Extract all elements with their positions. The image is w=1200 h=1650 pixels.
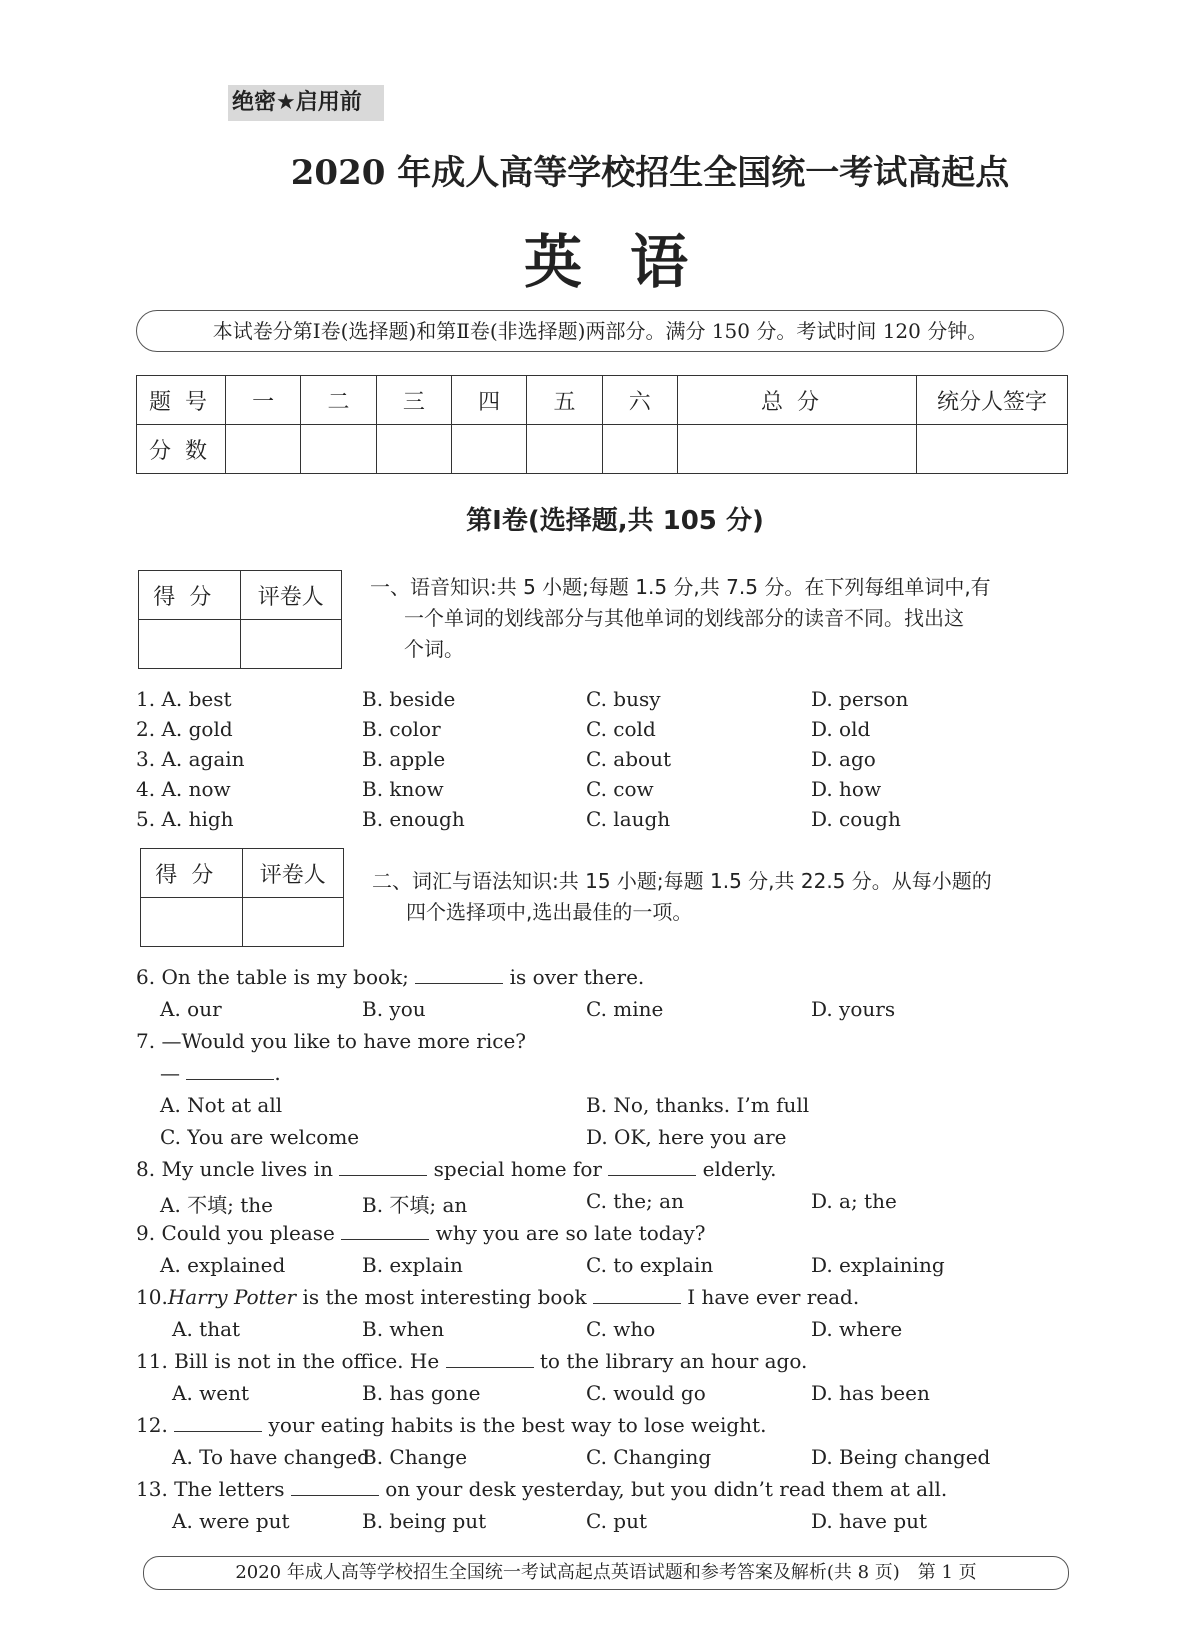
option-d: D. Being changed [811,1445,991,1469]
confidential-label: 绝密★启用前 [228,85,384,121]
stem-text: I have ever read. [687,1285,860,1309]
question-8-stem [136,1157,776,1181]
option-a: A. 不填; the [160,1193,274,1217]
exam-notice: 本试卷分第Ⅰ卷(选择题)和第Ⅱ卷(非选择题)两部分。满分 150 分。考试时间 120 分钟。 [136,310,1064,352]
stem-text: 9. Could you please [136,1221,335,1245]
option-c: C. Changing [586,1445,712,1469]
answer-blank [593,1285,681,1304]
answer-blank [174,1413,262,1432]
grader-reviewer-cell [240,620,342,669]
part-one-title: 第Ⅰ卷(选择题,共 105 分) [466,506,764,536]
option-c: C. about [586,747,671,771]
subject-title: 英语 [523,228,736,296]
score-cell [917,425,1068,474]
option-a: 3. A. again [136,747,245,771]
option-b: B. Change [362,1445,468,1469]
option-b: B. has gone [362,1381,481,1405]
stem-text: to the library an hour ago. [539,1349,808,1373]
answer-blank [446,1349,534,1368]
option-d: D. have put [811,1509,928,1533]
answer-blank [341,1221,429,1240]
option-a: A. went [172,1381,250,1405]
question-10-stem [136,1285,859,1309]
stem-text: . [274,1061,281,1085]
option-c: C. busy [586,687,661,711]
option-a: 5. A. high [136,807,234,831]
page-footer: 2020 年成人高等学校招生全国统一考试高起点英语试题和参考答案及解析(共 8 页) 第 1 页 [143,1556,1069,1590]
stem-text: your eating habits is the best way to lose weight. [268,1413,767,1437]
score-cell [451,425,526,474]
score-table-cell: 题号 [137,376,226,425]
grader-reviewer-label: 评卷人 [242,849,344,898]
book-title: Harry Potter [167,1285,297,1309]
option-c: C. would go [586,1381,706,1405]
stem-text: 8. My uncle lives in [136,1157,333,1181]
question-7-reply [160,1061,281,1085]
stem-text: special home for [433,1157,602,1181]
score-table-cell: 五 [527,376,602,425]
stem-text: elderly. [702,1157,777,1181]
option-a: 2. A. gold [136,717,233,741]
grader-reviewer-label: 评卷人 [240,571,342,620]
grader-score-label: 得分 [139,571,241,620]
option-c: C. cold [586,717,656,741]
answer-blank [608,1157,696,1176]
option-a: A. Not at all [160,1093,283,1117]
option-b: B. color [362,717,441,741]
score-table-cell: 分数 [137,425,226,474]
option-d: D. person [811,687,909,711]
heading-line: 二、词汇与语法知识:共 15 小题;每题 1.5 分,共 22.5 分。从每小题的 [372,869,992,893]
answer-blank [339,1157,427,1176]
heading-line: 个词。 [404,637,464,661]
option-b: B. 不填; an [362,1193,468,1217]
score-table-cell: 二 [301,376,376,425]
option-c: C. cow [586,777,654,801]
grader-score-label: 得分 [141,849,243,898]
option-c: C. You are welcome [160,1125,360,1149]
score-table [136,375,1068,474]
score-table-header-row [137,376,1068,425]
option-d: D. has been [811,1381,930,1405]
option-d: D. where [811,1317,903,1341]
option-d: D. ago [811,747,876,771]
option-a: A. were put [172,1509,290,1533]
option-d: D. cough [811,807,901,831]
score-cell [602,425,677,474]
option-d: D. a; the [811,1189,897,1213]
grader-box [140,848,344,947]
grader-reviewer-cell [242,898,344,947]
option-b: B. No, thanks. I’m full [586,1093,810,1117]
score-table-cell: 三 [376,376,451,425]
question-7-stem: 7. —Would you like to have more rice? [136,1029,527,1053]
score-table-cell: 统分人签字 [917,376,1068,425]
option-d: D. yours [811,997,896,1021]
option-c: C. the; an [586,1189,684,1213]
heading-line: 一、语音知识:共 5 小题;每题 1.5 分,共 7.5 分。在下列每组单词中,有 [370,575,991,599]
option-d: D. how [811,777,882,801]
stem-text: is the most interesting book [302,1285,587,1309]
score-table-cell: 总分 [677,376,916,425]
grader-score-cell [141,898,243,947]
score-table-cell: 四 [451,376,526,425]
option-c: C. to explain [586,1253,714,1277]
option-a: A. that [172,1317,241,1341]
section-one-heading [370,572,991,665]
score-table-score-row [137,425,1068,474]
option-b: B. explain [362,1253,463,1277]
option-a: 1. A. best [136,687,232,711]
stem-text: — [160,1061,180,1085]
option-a: A. explained [160,1253,286,1277]
exam-title: 2020 年成人高等学校招生全国统一考试高起点 [290,153,1010,193]
stem-text: 12. [136,1413,168,1437]
grader-box [138,570,342,669]
stem-text: 11. Bill is not in the office. He [136,1349,440,1373]
grader-score-cell [139,620,241,669]
option-b: B. enough [362,807,465,831]
option-c: C. who [586,1317,656,1341]
score-table-cell: 六 [602,376,677,425]
stem-text: why you are so late today? [435,1221,706,1245]
option-a: A. To have changed [172,1445,370,1469]
stem-text: 13. The letters [136,1477,285,1501]
option-c: C. mine [586,997,664,1021]
question-11-stem [136,1349,807,1373]
answer-blank [291,1477,379,1496]
option-b: B. you [362,997,426,1021]
question-9-stem [136,1221,706,1245]
score-cell [301,425,376,474]
option-b: B. beside [362,687,456,711]
option-d: D. OK, here you are [586,1125,787,1149]
option-b: B. know [362,777,444,801]
score-table-cell: 一 [226,376,301,425]
stem-text: 6. On the table is my book; [136,965,409,989]
answer-blank [415,965,503,984]
option-b: B. when [362,1317,445,1341]
option-a: A. our [160,997,222,1021]
option-c: C. put [586,1509,648,1533]
heading-line: 一个单词的划线部分与其他单词的划线部分的读音不同。找出这 [404,606,964,630]
score-cell [677,425,916,474]
stem-text: 10. [136,1285,168,1309]
answer-blank [186,1061,274,1080]
option-a: 4. A. now [136,777,231,801]
option-d: D. explaining [811,1253,945,1277]
stem-text: on your desk yesterday, but you didn’t read them at all. [385,1477,948,1501]
score-cell [376,425,451,474]
option-c: C. laugh [586,807,671,831]
option-b: B. apple [362,747,446,771]
score-cell [527,425,602,474]
option-d: D. old [811,717,871,741]
question-6-stem [136,965,644,989]
score-cell [226,425,301,474]
option-b: B. being put [362,1509,487,1533]
question-12-stem [136,1413,766,1437]
heading-line: 四个选择项中,选出最佳的一项。 [406,900,693,924]
question-13-stem [136,1477,947,1501]
stem-text: is over there. [509,965,645,989]
section-two-heading [372,866,992,928]
